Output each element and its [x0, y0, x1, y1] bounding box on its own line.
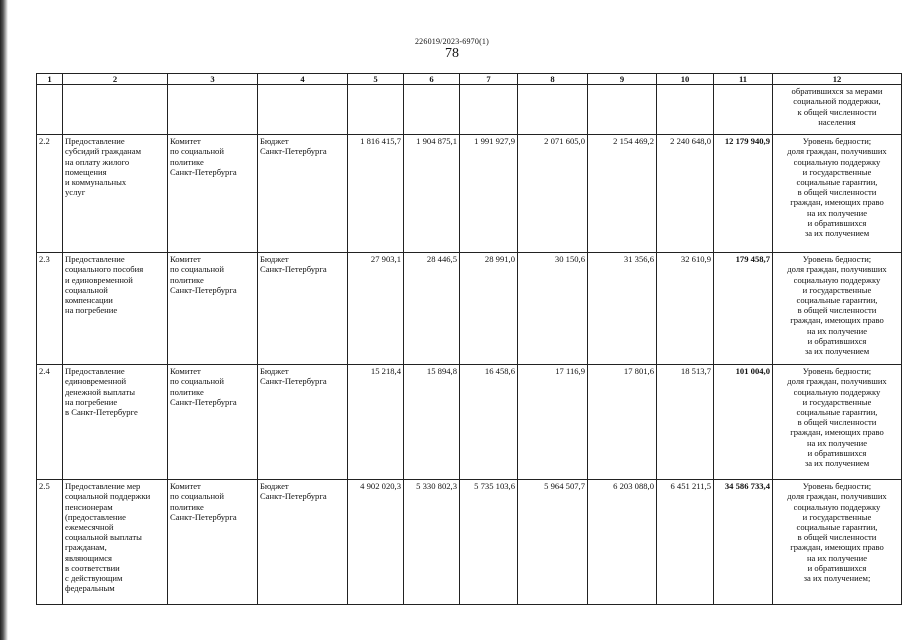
measure-name-line: на погребение — [65, 305, 118, 316]
year-value-cell: 5 964 507,7 — [518, 480, 588, 605]
indicator-line: и обратившихся — [807, 447, 867, 458]
indicator-cell — [773, 480, 902, 605]
year-value-cell: 5 735 103,6 — [460, 480, 518, 605]
measure-name-line: являющимся — [65, 552, 112, 563]
year-value-cell: 4 902 020,3 — [348, 480, 404, 605]
executor-line: Комитет — [170, 481, 201, 492]
column-number-row — [37, 74, 902, 85]
funding-source-cell — [258, 253, 348, 365]
column-header: 7 — [460, 74, 518, 85]
table-row — [37, 135, 902, 253]
indicator-line: к общей численности — [797, 106, 877, 117]
measure-name-line: денежной выплаты — [65, 386, 136, 397]
year-value-cell: 6 451 211,5 — [657, 480, 714, 605]
indicator-line: социальные гарантии, — [796, 177, 878, 188]
executor-line: по социальной — [170, 491, 224, 502]
indicator-line: на их получение — [806, 552, 868, 563]
indicator-line: Уровень бедности; — [802, 136, 872, 147]
indicator-line: и обратившихся — [807, 562, 867, 573]
funding-source-line: Санкт-Петербурга — [260, 146, 327, 157]
indicator-line: социальную поддержку — [793, 274, 881, 285]
executor-line: Комитет — [170, 136, 201, 147]
measure-name-line: Предоставление мер — [65, 481, 141, 492]
column-header: 9 — [588, 74, 657, 85]
document-id: 226019/2023-6970(1) — [414, 37, 489, 46]
indicator-line: социальные гарантии, — [796, 295, 878, 306]
column-header: 3 — [168, 74, 258, 85]
year-value-cell: 1 991 927,9 — [460, 135, 518, 253]
row-index-cell: 2.2 — [37, 135, 63, 253]
indicator-line: социальную поддержку — [793, 156, 881, 167]
row-index-cell: 2.3 — [37, 253, 63, 365]
measure-name-cell — [63, 480, 168, 605]
indicator-cell — [773, 365, 902, 480]
empty-cell — [37, 85, 63, 135]
year-value-cell: 28 446,5 — [404, 253, 460, 365]
measure-name-line: и единовременной — [65, 274, 133, 285]
indicator-line: граждан, имеющих право — [790, 542, 884, 553]
year-value-cell: 31 356,6 — [588, 253, 657, 365]
funding-source-line: Санкт-Петербурга — [260, 491, 327, 502]
measure-name-line: гражданам, — [65, 542, 107, 553]
year-value-cell: 15 894,8 — [404, 365, 460, 480]
funding-source-cell — [258, 135, 348, 253]
row-index-cell: 2.4 — [37, 365, 63, 480]
indicator-line: доля граждан, получивших — [787, 376, 887, 387]
measure-name-line: ежемесячной — [65, 522, 114, 533]
measure-name-line: социальной выплаты — [65, 532, 142, 543]
indicator-cell — [773, 85, 902, 135]
measure-name-line: Предоставление — [65, 136, 125, 147]
measure-name-line: с действующим — [65, 573, 123, 584]
indicator-line: обратившихся за мерами — [791, 86, 883, 97]
executor-line: по социальной — [170, 376, 224, 387]
indicator-line: населения — [818, 116, 856, 127]
funding-source-cell — [258, 480, 348, 605]
year-value-cell: 18 513,7 — [657, 365, 714, 480]
indicator-line: и государственные — [802, 511, 872, 522]
indicator-line: и обратившихся — [807, 217, 867, 228]
indicator-line: социальной поддержки, — [793, 96, 881, 107]
indicator-line: доля граждан, получивших — [787, 146, 887, 157]
indicator-line: в общей численности — [797, 532, 877, 543]
total-value-cell: 12 179 940,9 — [714, 135, 773, 253]
indicator-line: Уровень бедности; — [802, 481, 872, 492]
table-row — [37, 365, 902, 480]
column-header: 8 — [518, 74, 588, 85]
column-header: 10 — [657, 74, 714, 85]
indicator-line: доля граждан, получивших — [787, 491, 887, 502]
row-index-cell: 2.5 — [37, 480, 63, 605]
indicator-line: граждан, имеющих право — [790, 427, 884, 438]
column-header: 1 — [37, 74, 63, 85]
year-value-cell: 32 610,9 — [657, 253, 714, 365]
indicator-line: и государственные — [802, 396, 872, 407]
indicator-line: доля граждан, получивших — [787, 264, 887, 275]
year-value-cell: 28 991,0 — [460, 253, 518, 365]
year-value-cell: 2 154 469,2 — [588, 135, 657, 253]
measure-name-line: пенсионерам — [65, 501, 113, 512]
year-value-cell: 2 071 605,0 — [518, 135, 588, 253]
measure-name-line: единовременной — [65, 376, 127, 387]
scan-binding-edge — [0, 0, 8, 640]
executor-line: политике — [170, 386, 204, 397]
executor-cell — [168, 365, 258, 480]
measure-name-line: социальной — [65, 284, 108, 295]
indicator-cell — [773, 135, 902, 253]
indicator-line: и государственные — [802, 284, 872, 295]
funding-source-line: Санкт-Петербурга — [260, 264, 327, 275]
measure-name-line: социального пособия — [65, 264, 144, 275]
empty-cell — [657, 85, 714, 135]
empty-cell — [63, 85, 168, 135]
table-row — [37, 253, 902, 365]
funding-source-line: Бюджет — [260, 481, 289, 492]
executor-line: по социальной — [170, 264, 224, 275]
program-table — [36, 73, 902, 605]
measure-name-line: в Санкт-Петербурге — [65, 407, 138, 418]
empty-cell — [460, 85, 518, 135]
measure-name-line: компенсации — [65, 295, 113, 306]
measure-name-line: социальной поддержки — [65, 491, 151, 502]
measure-name-line: Предоставление — [65, 254, 125, 265]
executor-line: Санкт-Петербурга — [170, 511, 237, 522]
measure-name-cell — [63, 253, 168, 365]
indicator-line: в общей численности — [797, 187, 877, 198]
year-value-cell: 27 903,1 — [348, 253, 404, 365]
empty-cell — [168, 85, 258, 135]
funding-source-line: Бюджет — [260, 136, 289, 147]
empty-cell — [588, 85, 657, 135]
table-row — [37, 480, 902, 605]
measure-name-cell — [63, 365, 168, 480]
indicator-line: за их получением — [804, 228, 870, 239]
year-value-cell: 16 458,6 — [460, 365, 518, 480]
column-header: 2 — [63, 74, 168, 85]
indicator-line: за их получением — [804, 346, 870, 357]
column-header: 12 — [773, 74, 902, 85]
indicator-cell — [773, 253, 902, 365]
measure-name-line: в соответствии — [65, 562, 120, 573]
column-header: 6 — [404, 74, 460, 85]
executor-line: политике — [170, 501, 204, 512]
measure-name-line: на оплату жилого — [65, 156, 130, 167]
empty-cell — [258, 85, 348, 135]
year-value-cell: 2 240 648,0 — [657, 135, 714, 253]
column-header: 5 — [348, 74, 404, 85]
indicator-line: Уровень бедности; — [802, 366, 872, 377]
empty-cell — [348, 85, 404, 135]
year-value-cell: 5 330 802,3 — [404, 480, 460, 605]
year-value-cell: 17 116,9 — [518, 365, 588, 480]
executor-line: Комитет — [170, 366, 201, 377]
measure-name-line: на погребение — [65, 396, 118, 407]
executor-line: Санкт-Петербурга — [170, 166, 237, 177]
empty-cell — [518, 85, 588, 135]
column-header: 11 — [714, 74, 773, 85]
executor-cell — [168, 135, 258, 253]
year-value-cell: 17 801,6 — [588, 365, 657, 480]
executor-line: Комитет — [170, 254, 201, 265]
indicator-line: за их получением — [804, 458, 870, 469]
year-value-cell: 6 203 088,0 — [588, 480, 657, 605]
indicator-line: социальную поддержку — [793, 386, 881, 397]
measure-name-line: помещения — [65, 166, 107, 177]
measure-name-line: субсидий гражданам — [65, 146, 142, 157]
year-value-cell: 1 904 875,1 — [404, 135, 460, 253]
year-value-cell: 15 218,4 — [348, 365, 404, 480]
indicator-line: и государственные — [802, 166, 872, 177]
executor-cell — [168, 480, 258, 605]
measure-name-line: Предоставление — [65, 366, 125, 377]
funding-source-line: Бюджет — [260, 366, 289, 377]
total-value-cell: 34 586 733,4 — [714, 480, 773, 605]
indicator-line: социальную поддержку — [793, 501, 881, 512]
measure-name-line: и коммунальных — [65, 177, 127, 188]
funding-source-line: Санкт-Петербурга — [260, 376, 327, 387]
executor-line: политике — [170, 156, 204, 167]
indicator-line: на их получение — [806, 207, 868, 218]
indicator-line: граждан, имеющих право — [790, 197, 884, 208]
indicator-line: на их получение — [806, 325, 868, 336]
indicator-line: Уровень бедности; — [802, 254, 872, 265]
indicator-line: на их получение — [806, 437, 868, 448]
funding-source-line: Бюджет — [260, 254, 289, 265]
executor-line: Санкт-Петербурга — [170, 284, 237, 295]
total-value-cell: 101 004,0 — [714, 365, 773, 480]
measure-name-line: услуг — [65, 187, 86, 198]
executor-line: Санкт-Петербурга — [170, 396, 237, 407]
indicator-line: социальные гарантии, — [796, 522, 878, 533]
page-number: 78 — [445, 46, 459, 61]
executor-line: по социальной — [170, 146, 224, 157]
continuation-row — [37, 85, 902, 135]
year-value-cell: 1 816 415,7 — [348, 135, 404, 253]
indicator-line: за их получением; — [803, 573, 871, 584]
indicator-line: граждан, имеющих право — [790, 315, 884, 326]
empty-cell — [714, 85, 773, 135]
measure-name-line: (предоставление — [65, 511, 126, 522]
funding-source-cell — [258, 365, 348, 480]
indicator-line: в общей численности — [797, 305, 877, 316]
empty-cell — [404, 85, 460, 135]
indicator-line: социальные гарантии, — [796, 407, 878, 418]
indicator-line: и обратившихся — [807, 335, 867, 346]
column-header: 4 — [258, 74, 348, 85]
measure-name-cell — [63, 135, 168, 253]
executor-line: политике — [170, 274, 204, 285]
year-value-cell: 30 150,6 — [518, 253, 588, 365]
indicator-line: в общей численности — [797, 417, 877, 428]
executor-cell — [168, 253, 258, 365]
measure-name-line: федеральным — [65, 583, 115, 594]
total-value-cell: 179 458,7 — [714, 253, 773, 365]
